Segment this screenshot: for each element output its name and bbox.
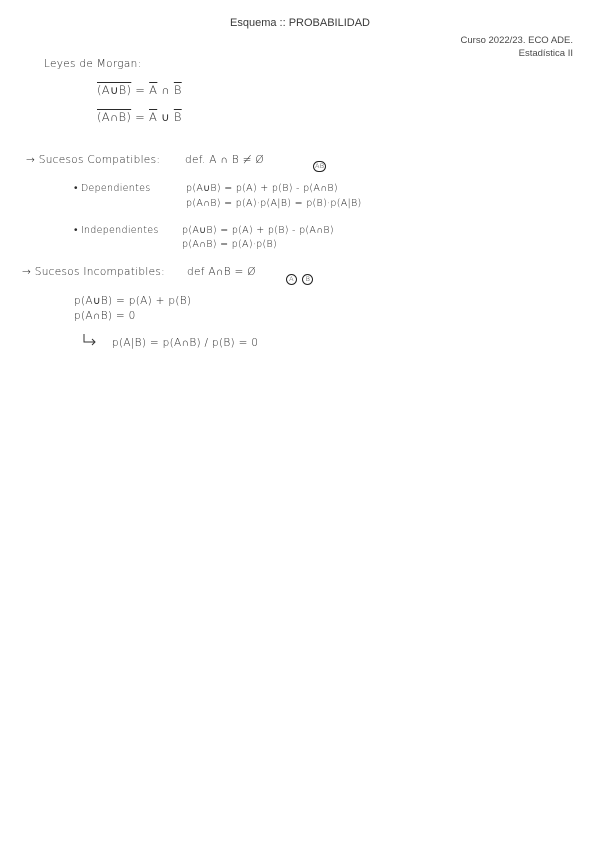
course-info bbox=[461, 34, 573, 60]
subject-line: Estadística II bbox=[518, 48, 573, 59]
law2-rhs-a: $\overline{A}$ bbox=[149, 110, 158, 124]
equals-sign: = bbox=[135, 83, 150, 97]
bullet-icon: • bbox=[74, 183, 78, 194]
overlap-circles-icon bbox=[313, 161, 326, 172]
dependent-formula-2: p(A∩B) = p(A)·p(A|B) = p(B)·p(A|B) bbox=[186, 198, 362, 209]
badge-b: B bbox=[319, 162, 325, 170]
course-line: Curso 2022/23. ECO ADE. bbox=[460, 35, 573, 46]
bullet-icon: • bbox=[74, 225, 78, 236]
arrow-icon: → bbox=[26, 154, 36, 166]
law2-op: ∪ bbox=[161, 110, 170, 124]
law2-lhs: (A∩B) bbox=[97, 110, 132, 124]
circle-a-icon: A bbox=[286, 274, 297, 285]
equals-sign: = bbox=[135, 110, 150, 124]
independent-item bbox=[74, 225, 159, 236]
arrow-icon: → bbox=[22, 266, 32, 278]
law1-rhs-b: $\overline{B}$ bbox=[173, 83, 182, 97]
law1-rhs-a: $\overline{A}$ bbox=[149, 83, 158, 97]
compatible-section bbox=[26, 154, 160, 166]
overlap-badge bbox=[313, 153, 326, 172]
hook-arrow-icon bbox=[82, 333, 98, 347]
dependent-formula-1: p(A∪B) = p(A) + p(B) - p(A∩B) bbox=[186, 183, 338, 194]
incompatible-section bbox=[22, 266, 165, 278]
incompatible-def: def A∩B = Ø bbox=[187, 266, 256, 278]
compatible-heading: Sucesos Compatibles: bbox=[38, 154, 161, 166]
incompatible-heading: Sucesos Incompatibles: bbox=[34, 266, 165, 278]
badge-a: A bbox=[315, 162, 320, 170]
page-title: Esquema :: PROBABILIDAD bbox=[230, 17, 370, 29]
independent-formula-2: p(A∩B) = p(A)·p(B) bbox=[182, 239, 278, 250]
independent-label: Independientes bbox=[80, 225, 159, 236]
law1-op: ∩ bbox=[161, 83, 170, 97]
dependent-label: Dependientes bbox=[80, 183, 151, 194]
law2-rhs-b: $\overline{B}$ bbox=[173, 110, 182, 124]
incompatible-formula-3: p(A|B) = p(A∩B) / p(B) = 0 bbox=[112, 337, 259, 349]
circle-b-icon: B bbox=[302, 274, 313, 285]
dependent-item bbox=[74, 183, 151, 194]
independent-formula-1: p(A∪B) = p(A) + p(B) - p(A∩B) bbox=[182, 225, 334, 236]
incompatible-formula-1: p(A∪B) = p(A) + p(B) bbox=[74, 295, 192, 307]
disjoint-badge bbox=[286, 266, 313, 285]
morgan-law-2 bbox=[97, 110, 182, 124]
incompatible-formula-2: p(A∩B) = 0 bbox=[74, 310, 136, 322]
morgan-heading: Leyes de Morgan: bbox=[44, 58, 142, 70]
law1-lhs: (A∪B) bbox=[97, 83, 132, 97]
morgan-law-1 bbox=[97, 83, 182, 97]
compatible-def: def. A ∩ B ≠ Ø bbox=[185, 154, 264, 166]
